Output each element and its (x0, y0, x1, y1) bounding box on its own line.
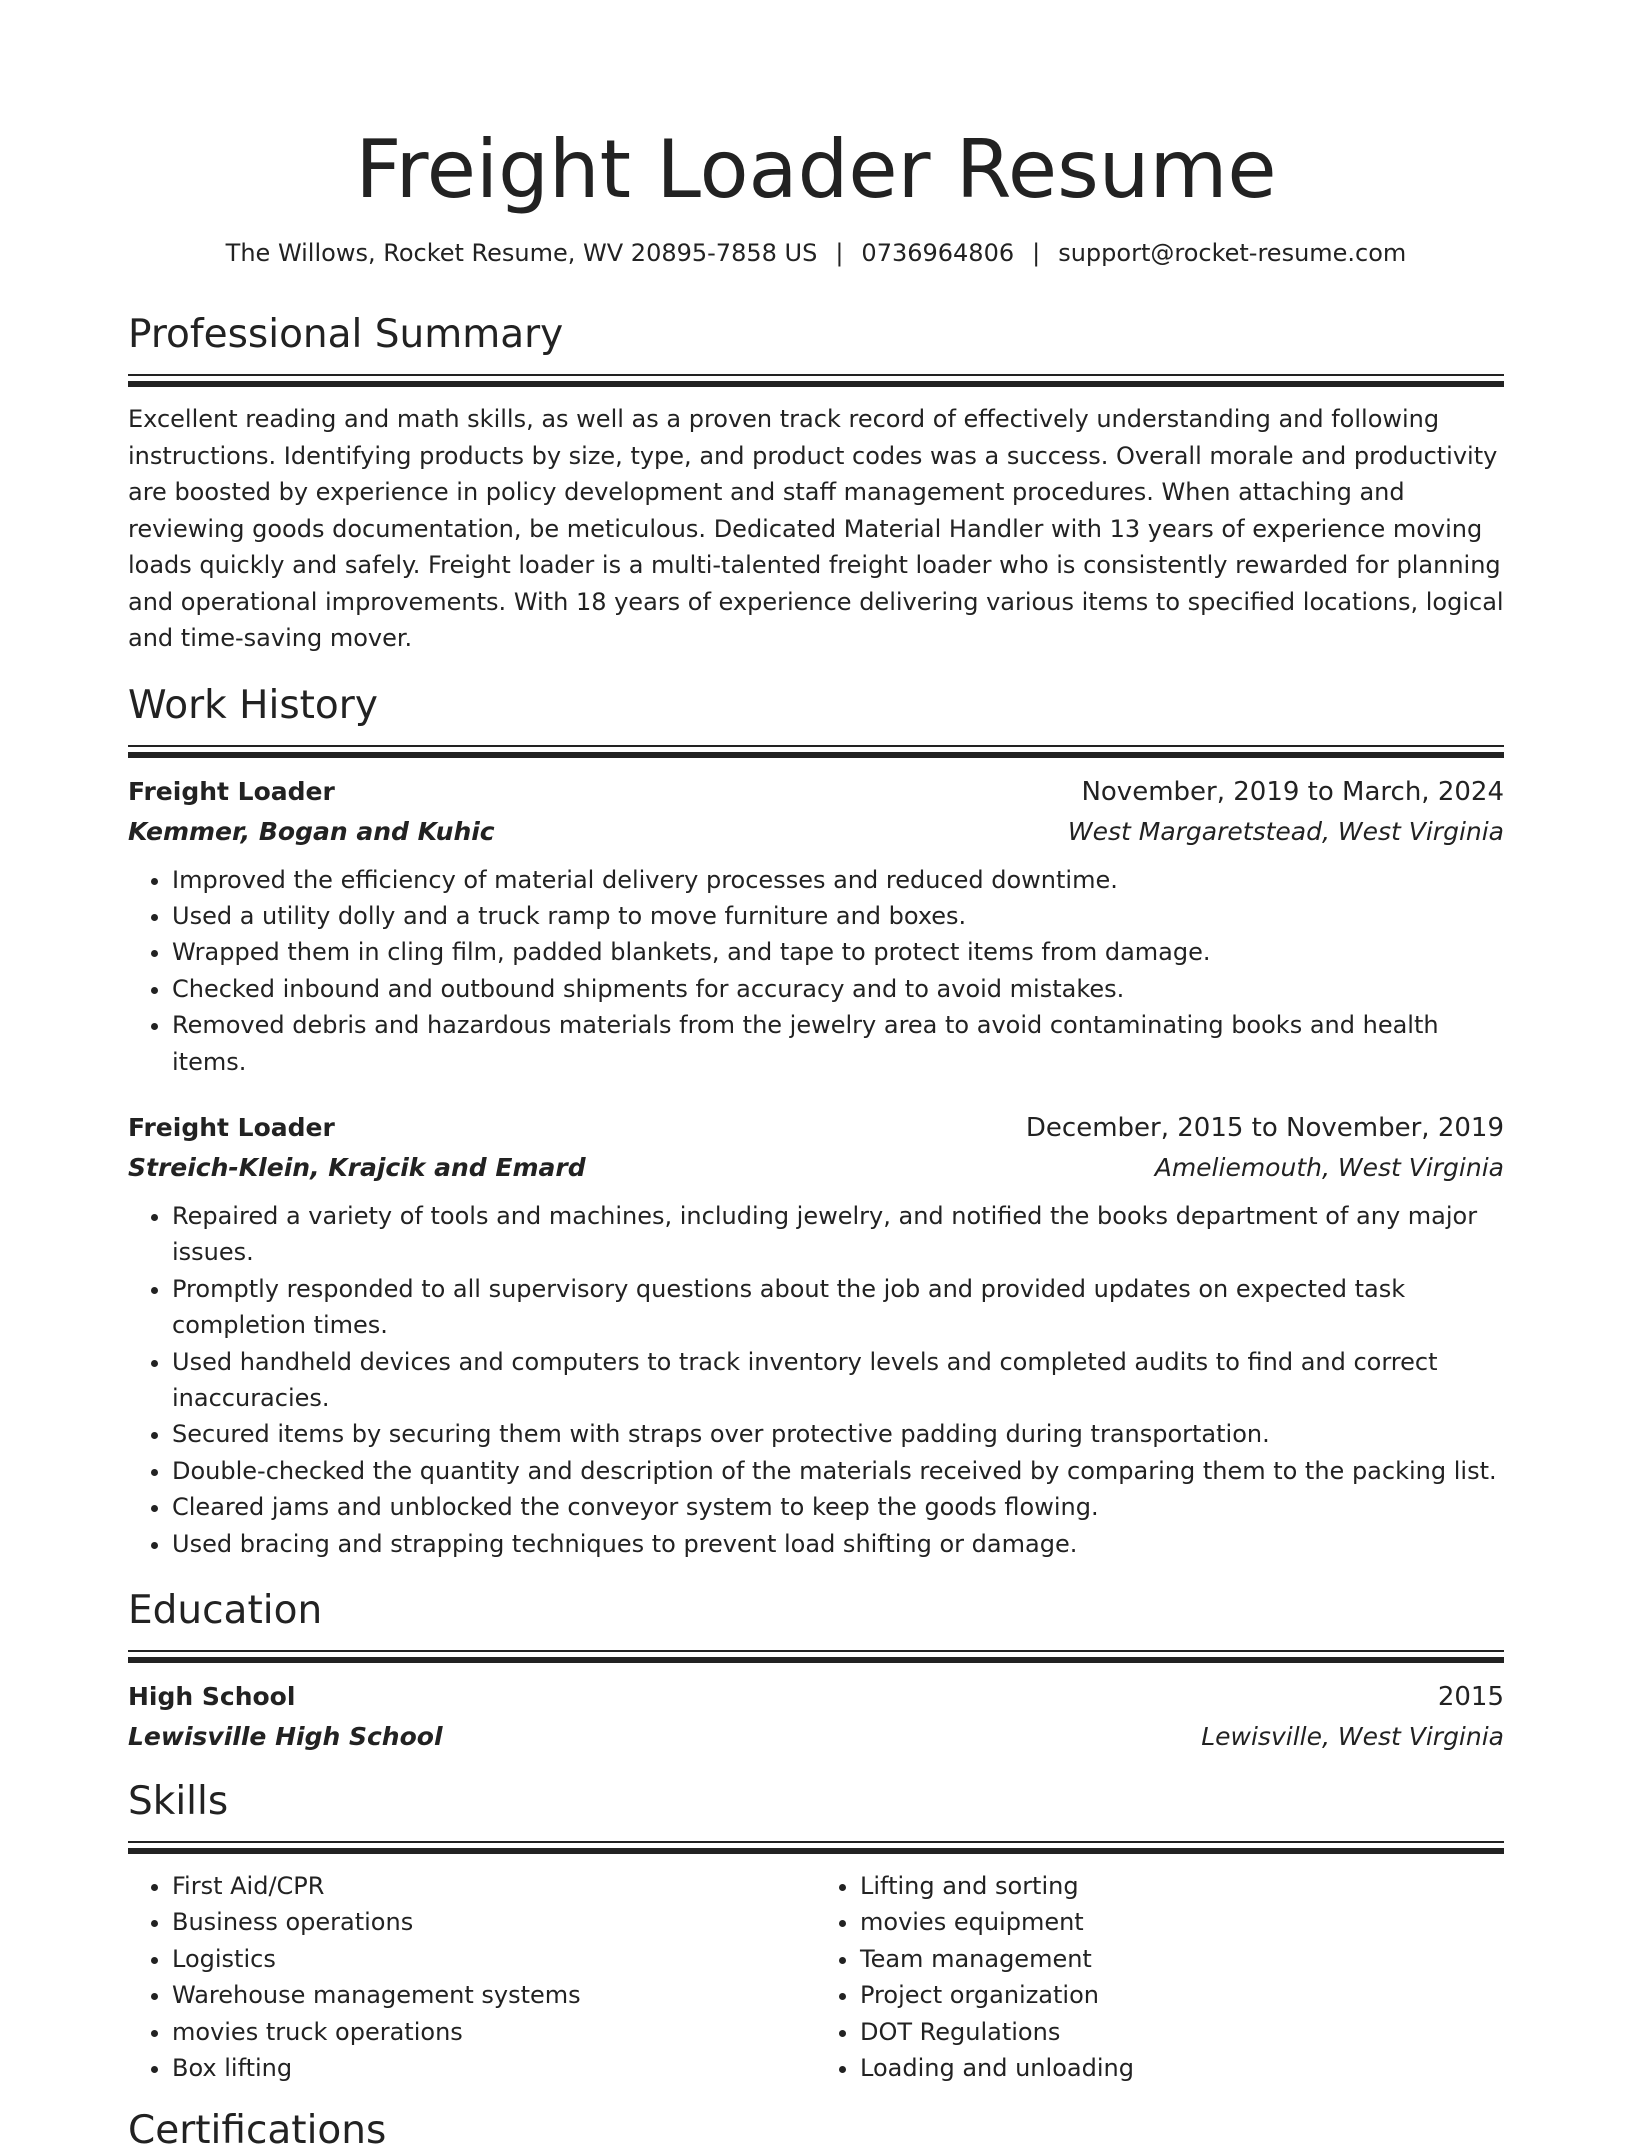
work-history-section (128, 681, 1504, 1563)
job-location: West Margaretstead, West Virginia (1067, 816, 1504, 846)
skill-item: • DOT Regulations (860, 2014, 1504, 2050)
skill-item: • Logistics (172, 1941, 816, 1977)
list-item: • Double-checked the quantity and description of the materials received by comparing them to the packing list. (172, 1453, 1504, 1489)
contact-phone: 0736964806 (861, 239, 1015, 267)
certifications-section (128, 2106, 1504, 2156)
job-duties-list (128, 862, 1504, 1080)
skills-list-right (816, 1868, 1504, 2086)
contact-line (128, 236, 1504, 270)
contact-email[interactable]: support@rocket-resume.com (1058, 239, 1407, 267)
summary-section (128, 310, 1504, 657)
list-item: • Improved the efficiency of material delivery processes and reduced downtime. (172, 862, 1504, 898)
summary-text: Excellent reading and math skills, as well as a proven track record of effectively understanding and following instructions. Identifying products by size, type, and product codes was a success. Overall morale and productivity are boosted by experience in policy development and staff management procedures. When attaching and reviewing goods documentation, be meticulous. Dedicated Material Handler with 13 years of experience moving loads quickly and safely. Freight loader is a multi-talented freight loader who is consistently rewarded for planning and operational improvements. With 18 years of experience delivering various items to specified locations, logical and time-saving mover. (128, 405, 1504, 652)
company-name: Streich-Klein, Krajcik and Emard (128, 1152, 586, 1182)
list-item: • Wrapped them in cling film, padded blankets, and tape to protect items from damage. (172, 934, 1504, 970)
education-heading: Education (128, 1588, 323, 1633)
list-item: • Cleared jams and unblocked the conveyor system to keep the goods flowing. (172, 1489, 1504, 1525)
section-divider (128, 1841, 1504, 1854)
job-location: Ameliemouth, West Virginia (1154, 1152, 1504, 1182)
education-section (128, 1586, 1504, 1757)
skill-item: • First Aid/CPR (172, 1868, 816, 1904)
skill-item: • Lifting and sorting (860, 1868, 1504, 1904)
list-item: • Promptly responded to all supervisory questions about the job and provided updates on expected task completion times. (172, 1271, 1504, 1344)
resume-title: Freight Loader Resume (355, 123, 1277, 216)
school-name: Lewisville High School (128, 1722, 443, 1751)
school-location: Lewisville, West Virginia (1201, 1722, 1504, 1751)
summary-heading: Professional Summary (128, 312, 564, 357)
graduation-year: 2015 (1437, 1682, 1504, 1712)
skills-list-left (128, 1868, 816, 2086)
job-entry (128, 1108, 1504, 1562)
contact-separator: | (835, 239, 844, 267)
contact-separator: | (1032, 239, 1041, 267)
skills-columns (128, 1868, 1504, 2086)
job-duties-list (128, 1198, 1504, 1562)
list-item: • Secured items by securing them with straps over protective padding during transportation. (172, 1416, 1504, 1452)
certifications-heading: Certifications (128, 2108, 387, 2154)
section-divider (128, 374, 1504, 387)
list-item: • Used handheld devices and computers to track inventory levels and completed audits to find and correct inaccuracies. (172, 1344, 1504, 1417)
skill-item: • movies equipment (860, 1904, 1504, 1940)
degree: High School (128, 1682, 296, 1711)
list-item: • Checked inbound and outbound shipments for accuracy and to avoid mistakes. (172, 971, 1504, 1007)
job-title: Freight Loader (128, 1112, 335, 1142)
resume-content (128, 0, 1504, 2156)
skill-item: • Loading and unloading (860, 2050, 1504, 2086)
work-history-heading: Work History (128, 682, 378, 728)
job-title: Freight Loader (128, 776, 335, 806)
company-name: Kemmer, Bogan and Kuhic (128, 816, 495, 846)
skill-item: • Warehouse management systems (172, 1977, 816, 2013)
contact-address: The Willows, Rocket Resume, WV 20895-7858 US (225, 239, 818, 267)
education-entry (128, 1677, 1504, 1757)
job-dates: November, 2019 to March, 2024 (1081, 776, 1504, 807)
list-item: • Used a utility dolly and a truck ramp to move furniture and boxes. (172, 898, 1504, 934)
job-entry (128, 772, 1504, 1080)
skills-heading: Skills (128, 1779, 229, 1824)
skills-section (128, 1777, 1504, 2086)
list-item: • Removed debris and hazardous materials from the jewelry area to avoid contaminating books and health items. (172, 1007, 1504, 1080)
section-divider (128, 745, 1504, 758)
skill-item: • Team management (860, 1941, 1504, 1977)
skill-item: • Project organization (860, 1977, 1504, 2013)
skill-item: • Box lifting (172, 2050, 816, 2086)
skill-item: • movies truck operations (172, 2014, 816, 2050)
list-item: • Repaired a variety of tools and machines, including jewelry, and notified the books department of any major issues. (172, 1198, 1504, 1271)
job-dates: December, 2015 to November, 2019 (1025, 1112, 1504, 1143)
skill-item: • Business operations (172, 1904, 816, 1940)
section-divider (128, 1650, 1504, 1663)
list-item: • Used bracing and strapping techniques to prevent load shifting or damage. (172, 1526, 1504, 1562)
